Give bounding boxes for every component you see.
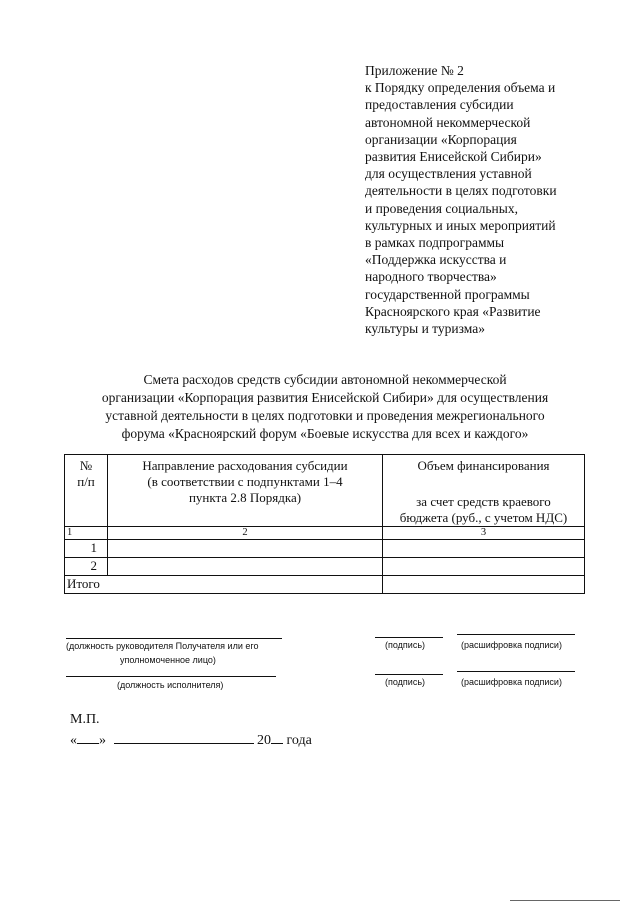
date-quote-open: « (70, 733, 77, 748)
scan-edge-line (510, 900, 620, 901)
executor-position-line (66, 676, 276, 677)
date-month-blank[interactable] (114, 729, 254, 744)
head-position-caption-2: уполномоченное лицо) (120, 655, 216, 665)
signature-caption-2: (подпись) (385, 677, 426, 687)
header-direction-line: пункта 2.8 Порядка) (188, 490, 302, 505)
header-number-label: п/п (77, 474, 95, 489)
appendix-line: автономной некоммерческой (365, 114, 531, 130)
total-value[interactable] (383, 576, 585, 594)
decoding-line-2 (457, 671, 575, 672)
appendix-line: Красноярского края «Развитие (365, 303, 541, 319)
header-volume-line: бюджета (руб., с учетом НДС) (399, 510, 568, 525)
document-title (60, 371, 590, 443)
total-label: Итого (65, 576, 383, 594)
decoding-caption-1: (расшифровка подписи) (461, 640, 562, 650)
decoding-line-1 (457, 634, 575, 635)
column-number: 2 (108, 527, 383, 540)
appendix-line: народного творчества» (365, 269, 497, 285)
decoding-caption-2: (расшифровка подписи) (461, 677, 562, 687)
row-number: 1 (65, 540, 108, 558)
appendix-line: предоставления субсидии (365, 97, 514, 113)
date-quote-close: » (99, 733, 106, 748)
date-year-blank[interactable] (271, 729, 283, 744)
appendix-line: для осуществления уставной (365, 166, 532, 182)
row-volume[interactable] (383, 558, 585, 576)
header-number-sign: № (79, 458, 93, 473)
appendix-line: культурных и иных мероприятий (365, 217, 556, 233)
header-direction-line: Направление расходования субсидии (142, 458, 348, 473)
header-volume-line: Объем финансирования (417, 458, 550, 473)
head-position-caption: (должность руководителя Получателя или его (66, 641, 259, 651)
budget-table (64, 454, 585, 594)
appendix-line: деятельности в целях подготовки (365, 183, 557, 199)
appendix-line: и проведения социальных, (365, 200, 518, 216)
row-direction[interactable] (108, 540, 383, 558)
header-direction-cell (108, 455, 383, 527)
executor-position-caption: (должность исполнителя) (117, 680, 224, 690)
title-line: Смета расходов средств субсидии автономной некоммерческой (143, 372, 507, 387)
date-line (70, 729, 312, 749)
row-number: 2 (65, 558, 108, 576)
signature-line-2 (375, 674, 443, 675)
date-year-suffix: года (283, 733, 312, 748)
row-direction[interactable] (108, 558, 383, 576)
stamp-place-label: М.П. (70, 712, 100, 727)
signature-caption-1: (подпись) (385, 640, 426, 650)
column-number: 1 (65, 527, 108, 540)
title-line: организации «Корпорация развития Енисейской Сибири» для осуществления (101, 390, 549, 405)
table-row (65, 540, 585, 558)
date-year-prefix: 20 (257, 733, 271, 748)
appendix-block (365, 62, 625, 337)
appendix-line: культуры и туризма» (365, 321, 485, 337)
appendix-line: организации «Корпорация (365, 131, 517, 147)
total-row (65, 576, 585, 594)
column-number: 3 (383, 527, 585, 540)
appendix-line: развития Енисейской Сибири» (365, 149, 542, 165)
header-volume-line: за счет средств краевого (416, 494, 551, 509)
appendix-line: к Порядку определения объема и (365, 80, 556, 96)
header-direction-line: (в соответствии с подпунктами 1–4 (147, 474, 343, 489)
table-header-row (65, 455, 585, 527)
header-number-cell (65, 455, 108, 527)
appendix-line: в рамках подпрограммы (365, 235, 505, 251)
column-number-row (65, 527, 585, 540)
row-volume[interactable] (383, 540, 585, 558)
appendix-line: «Поддержка искусства и (365, 252, 507, 268)
head-position-line (66, 638, 282, 639)
title-line: форума «Красноярский форум «Боевые искусства для всех и каждого» (121, 426, 529, 441)
appendix-line: государственной программы (365, 286, 530, 302)
table-row (65, 558, 585, 576)
signature-line-1 (375, 637, 443, 638)
date-day-blank[interactable] (77, 729, 99, 744)
appendix-line: Приложение № 2 (365, 63, 464, 78)
header-volume-cell (383, 455, 585, 527)
title-line: уставной деятельности в целях подготовки и проведения межрегионального (105, 408, 545, 423)
